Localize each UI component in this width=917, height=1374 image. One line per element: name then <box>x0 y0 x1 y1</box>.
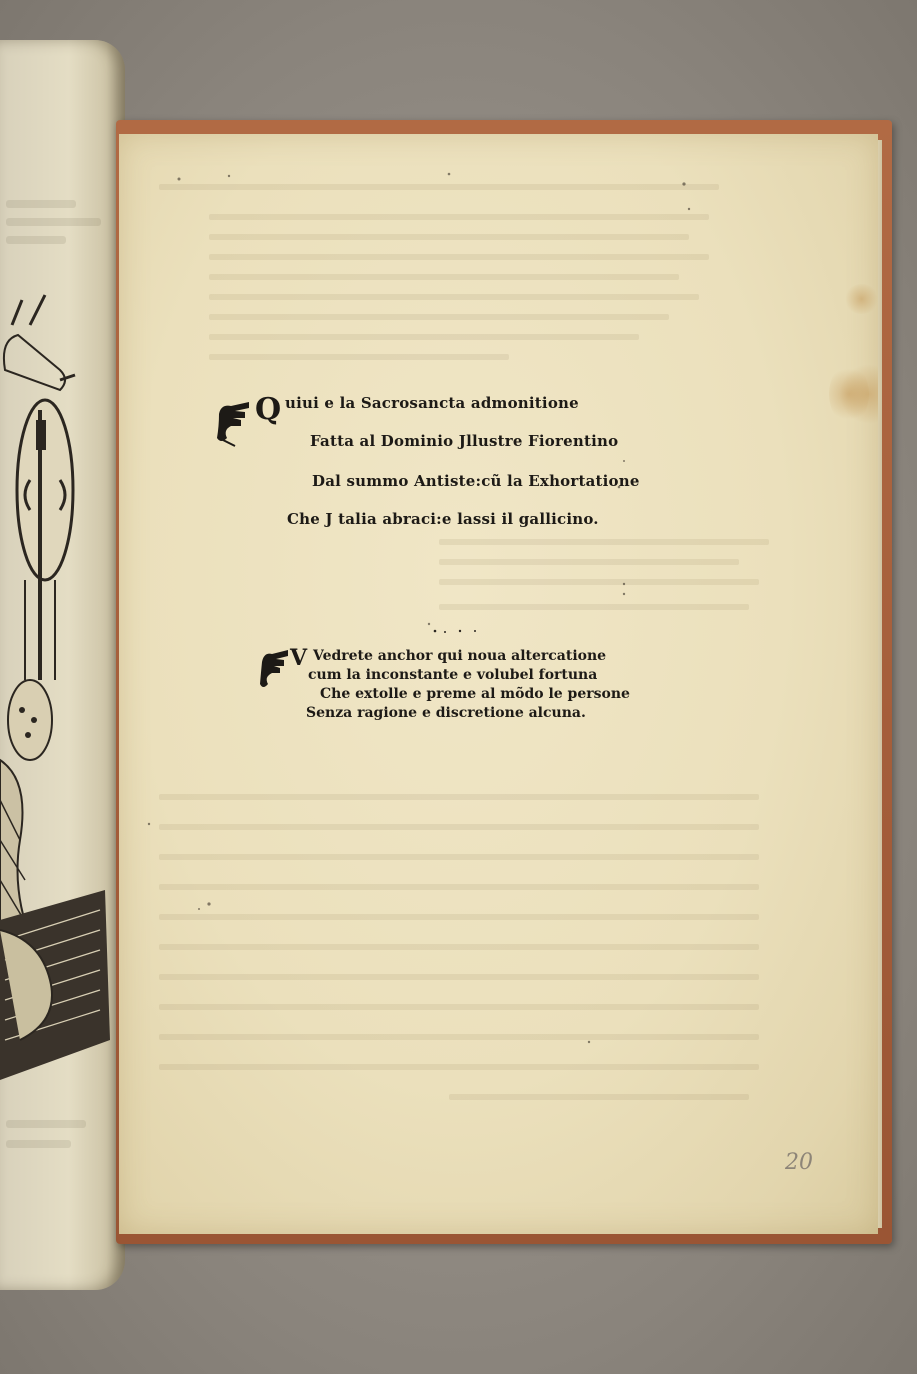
heading-initial: Q <box>255 392 282 427</box>
verse-text-block <box>258 640 638 730</box>
left-facing-page <box>0 40 125 1290</box>
manicule-icon <box>258 646 292 694</box>
woodcut-illustration <box>0 280 125 1100</box>
verse-line-2: cum la inconstante e volubel fortuna <box>308 667 598 683</box>
verse-line-4: Senza ragione e discretione alcuna. <box>306 705 586 721</box>
heading-line-1: uiui e la Sacrosancta admonitione <box>285 394 579 412</box>
verse-line-3: Che extolle e preme al mõdo le persone <box>320 686 630 702</box>
heading-line-2: Fatta al Dominio Jllustre Fiorentino <box>310 432 619 450</box>
heading-line-3: Dal summo Antiste:cũ la Exhortatione <box>312 472 640 490</box>
manicule-icon <box>215 396 255 448</box>
verse-line-1: Vedrete anchor qui noua altercatione <box>313 648 607 664</box>
folio-number: 20 <box>785 1150 813 1175</box>
heading-line-4: Che J talia abraci:e lassi il gallicino. <box>287 510 599 528</box>
ornament-dots <box>430 620 490 628</box>
verse-initial: V <box>290 645 308 671</box>
heading-text-block <box>215 386 645 546</box>
